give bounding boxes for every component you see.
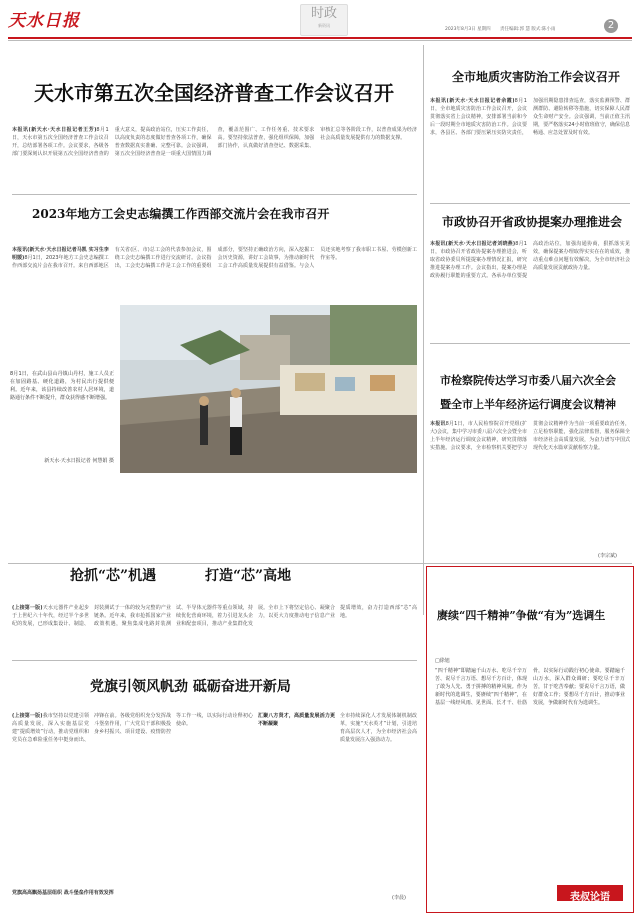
article-body: 8月1日，2023年地方工会史志编撰工作西部交流片会在我市召开。来自西部地区有关省(区、市)总工会的代表参加会议，围绕工会史志编撰工作进行交流研讨。会议指出，工会史志编撰工作是工会工作的重要组成部分，要坚持正确政治方向，深入挖掘工会历史资源，讲好工会故事，为推动新时代工会工作高质量发展提供有益借鉴。与会人员还实地考察了我市职工书屋、劳模创新工作室等。 xyxy=(12,247,417,269)
byline: 本报讯(新天水·天水日报记者马凯 实习生李明媛) xyxy=(12,247,109,261)
headline-union-history: 2023年地方工会史志编撰工作西部交流片会在我市召开 xyxy=(32,207,330,221)
headline-cppcc-proposal: 市政协召开省政协提案办理推进会 xyxy=(442,215,623,229)
section-tab xyxy=(300,4,348,36)
photo-caption xyxy=(10,370,114,450)
headline-party-flag: 党旗引领风帆劲 砥砺奋进开新局 xyxy=(90,679,291,695)
section-divider xyxy=(8,563,632,564)
article-body: 我市坚持以党建引领高质量发展，深入实施基层党建“提质增效”行动，推动党组织和党员在急难险重任务中挺身而出、冲锋在前。各级党组织充分发挥战斗堡垒作用，广大党员干部积极投身乡村振兴、项目建设、疫情防控等工作一线，以实际行动诠释初心使命。 xyxy=(12,713,253,743)
article-party-flag xyxy=(12,712,417,882)
article-geological-disaster xyxy=(430,97,630,199)
divider xyxy=(12,660,417,661)
masthead-rule xyxy=(8,37,632,39)
byline: 本报讯(新天水·天水日报记者王芳) xyxy=(12,127,97,133)
article-body: 8月1日，全市地质灾害防治工作会议召开，会议贯彻落实省上会议精神，安排部署当前和今后一段时期全市地质灾害防治工作。会议要求，各县区、各部门要压紧压实防灾责任，加强汛期隐患排查巡查，落实监测预警、群测群防、避险转移等措施，切实保障人民群众生命财产安全。会议强调，当前正值主汛期，要严格落实24小时值班值守，确保信息畅通、应急处置及时有效。 xyxy=(430,98,630,136)
column-author: □徐旭 xyxy=(435,658,450,664)
headline-procuratorate-line2: 暨全市上半年经济运行调度会议精神 xyxy=(440,398,616,411)
article-body-2: 全市持续深化人才发展体制机制改革，实施“天水英才”计划，引进培育高层次人才，为全市经济社会高质量发展注入强劲动力。 xyxy=(340,713,417,743)
headline-geological-disaster: 全市地质灾害防治工作会议召开 xyxy=(452,70,621,84)
byline: 本报讯(新天水·天水日报记者刘晓燕) xyxy=(430,241,516,247)
article-body: 8月1日，市人民检察院召开党组(扩大)会议，集中学习市委八届六次全会暨全市上半年经济运行调度会议精神，研究贯彻落实措施。会议要求，全市检察机关要把学习贯彻会议精神作为当前一项重要政治任务，立足检察职能，强化法律监督，服务保障全市经济社会高质量发展，为奋力谱写中国式现代化天水篇章贡献检察力量。 xyxy=(430,421,630,451)
article-body: 8月1日，市政协召开省政协提案办理推进会，听取省政协委员所提提案办理情况汇报，研究推进提案办理工作。会议指出，提案办理是政协履行职能的重要方式。各承办单位要提高政治站位，加强沟通协商，狠抓落实见效，确保提案办理取得实实在在的成效，推动重点难点问题有效解决，为全市经济社会高质量发展贡献政协力量。 xyxy=(430,241,630,279)
commentary-box xyxy=(426,566,634,913)
road-construction-photo xyxy=(120,305,417,473)
article-cppcc-proposal xyxy=(430,240,630,340)
divider xyxy=(430,203,630,204)
headline-chip-right: 打造“芯”高地 xyxy=(205,568,292,584)
divider xyxy=(430,343,630,344)
date-line: 2023年8月3日 星期四 xyxy=(445,27,491,32)
byline: 本报讯 xyxy=(430,421,446,427)
byline: (上接第一版) xyxy=(12,713,43,719)
article-economic-census xyxy=(12,126,417,188)
article-subhead: 汇聚八方贤才，高质量发展活力更不断凝聚 xyxy=(258,713,335,727)
article-body: 天水元器件产业起步于上世纪六十年代，经过半个多世纪的发展，已形成集设计、制造、封装测试于一体的较为完整的产业链条。近年来，我市抢抓国家产业政策机遇，聚焦集成电路封装测试、半导体元器件等重点领域，持续优化营商环境，着力引进龙头企业和配套项目，推动产业集群化发展。全市上下将坚定信心、凝聚合力，以更大力度推动电子信息产业提质增效，奋力打造西部“芯”高地。 xyxy=(12,605,417,627)
page-number-badge: 2 xyxy=(604,19,618,33)
byline: (上接第一版) xyxy=(12,605,43,611)
section-name: 时政 xyxy=(310,6,337,21)
section-sub: 新资讯 xyxy=(318,23,330,28)
editor-line: 责任编辑:郭 慧 版式:陈小雨 xyxy=(500,27,556,32)
article-chip-industry xyxy=(12,604,417,656)
photo-credit: 新天水·天水日报记者 何慧娟 摄 xyxy=(44,458,114,464)
byline: 本报讯(新天水·天水日报记者余霞) xyxy=(430,98,515,104)
article-body: 8月1日，天水市第五次全国经济普查工作会议召开，总结部署各项工作。会议要求，各级各部门要深刻认识开展第五次全国经济普查的重大意义，提高政治站位，压实工作责任，以高度负责的态度做好普查各项工作，确保普查数据真实准确、完整可靠。会议强调，第五次全国经济普查是一项重大国情国力调查，覆盖范围广、工作任务重、技术要求高。要坚持依法普查，强化组织保障，加强部门协作，认真做好清查登记、数据采集、审核汇总等各阶段工作，以普查成果为经济社会高质量发展提供有力的数据支撑。 xyxy=(12,127,417,157)
reporter-tag: (李晨) xyxy=(392,895,406,901)
newspaper-logo: 天水日报 xyxy=(8,11,80,31)
divider xyxy=(12,194,417,195)
headline-chip-left: 抢抓“芯”机遇 xyxy=(70,568,157,584)
masthead-underline xyxy=(8,40,632,41)
commentary-body: “四千精神”即踏遍千山万水、吃尽千辛万苦、说尽千言万语、想尽千方百计，体现了敢为人先、勇于拼搏的精神风貌。作为新时代的选调生，要赓续“四千精神”，在基层一线经风雨、见世面、长才干、壮筋骨，以实际行动践行初心使命。要踏遍千山万水，深入群众调研；要吃尽千辛万苦，甘于吃苦奉献；要说尽千言万语，做好群众工作；要想尽千方百计，推动事业发展，争做新时代有为选调生。 xyxy=(435,668,625,706)
column-divider xyxy=(423,45,424,615)
article-procuratorate xyxy=(430,420,630,552)
column-label-badge: 表叔论语 xyxy=(557,885,623,901)
headline-procuratorate-line1: 市检察院传达学习市委八届六次全会 xyxy=(440,374,616,387)
caption-text: 8月1日，在武山县山丹镇山丹村，施工人员正在加固路基、硬化道路，为村民出行提供便利。近年来，该县持续改善农村人居环境，道路通行条件不断提升，群众获得感不断增强。 xyxy=(10,371,114,401)
headline-economic-census: 天水市第五次全国经济普查工作会议召开 xyxy=(34,81,394,105)
article-footer-line: 党旗高高飘扬基层组织 战斗堡垒作用有效发挥 xyxy=(12,890,114,896)
masthead xyxy=(0,0,640,40)
news-photo xyxy=(120,305,417,473)
headline-commentary: 赓续“四千精神”争做“有为”选调生 xyxy=(437,609,606,622)
reporter-tag: (李宗斌) xyxy=(598,553,617,559)
